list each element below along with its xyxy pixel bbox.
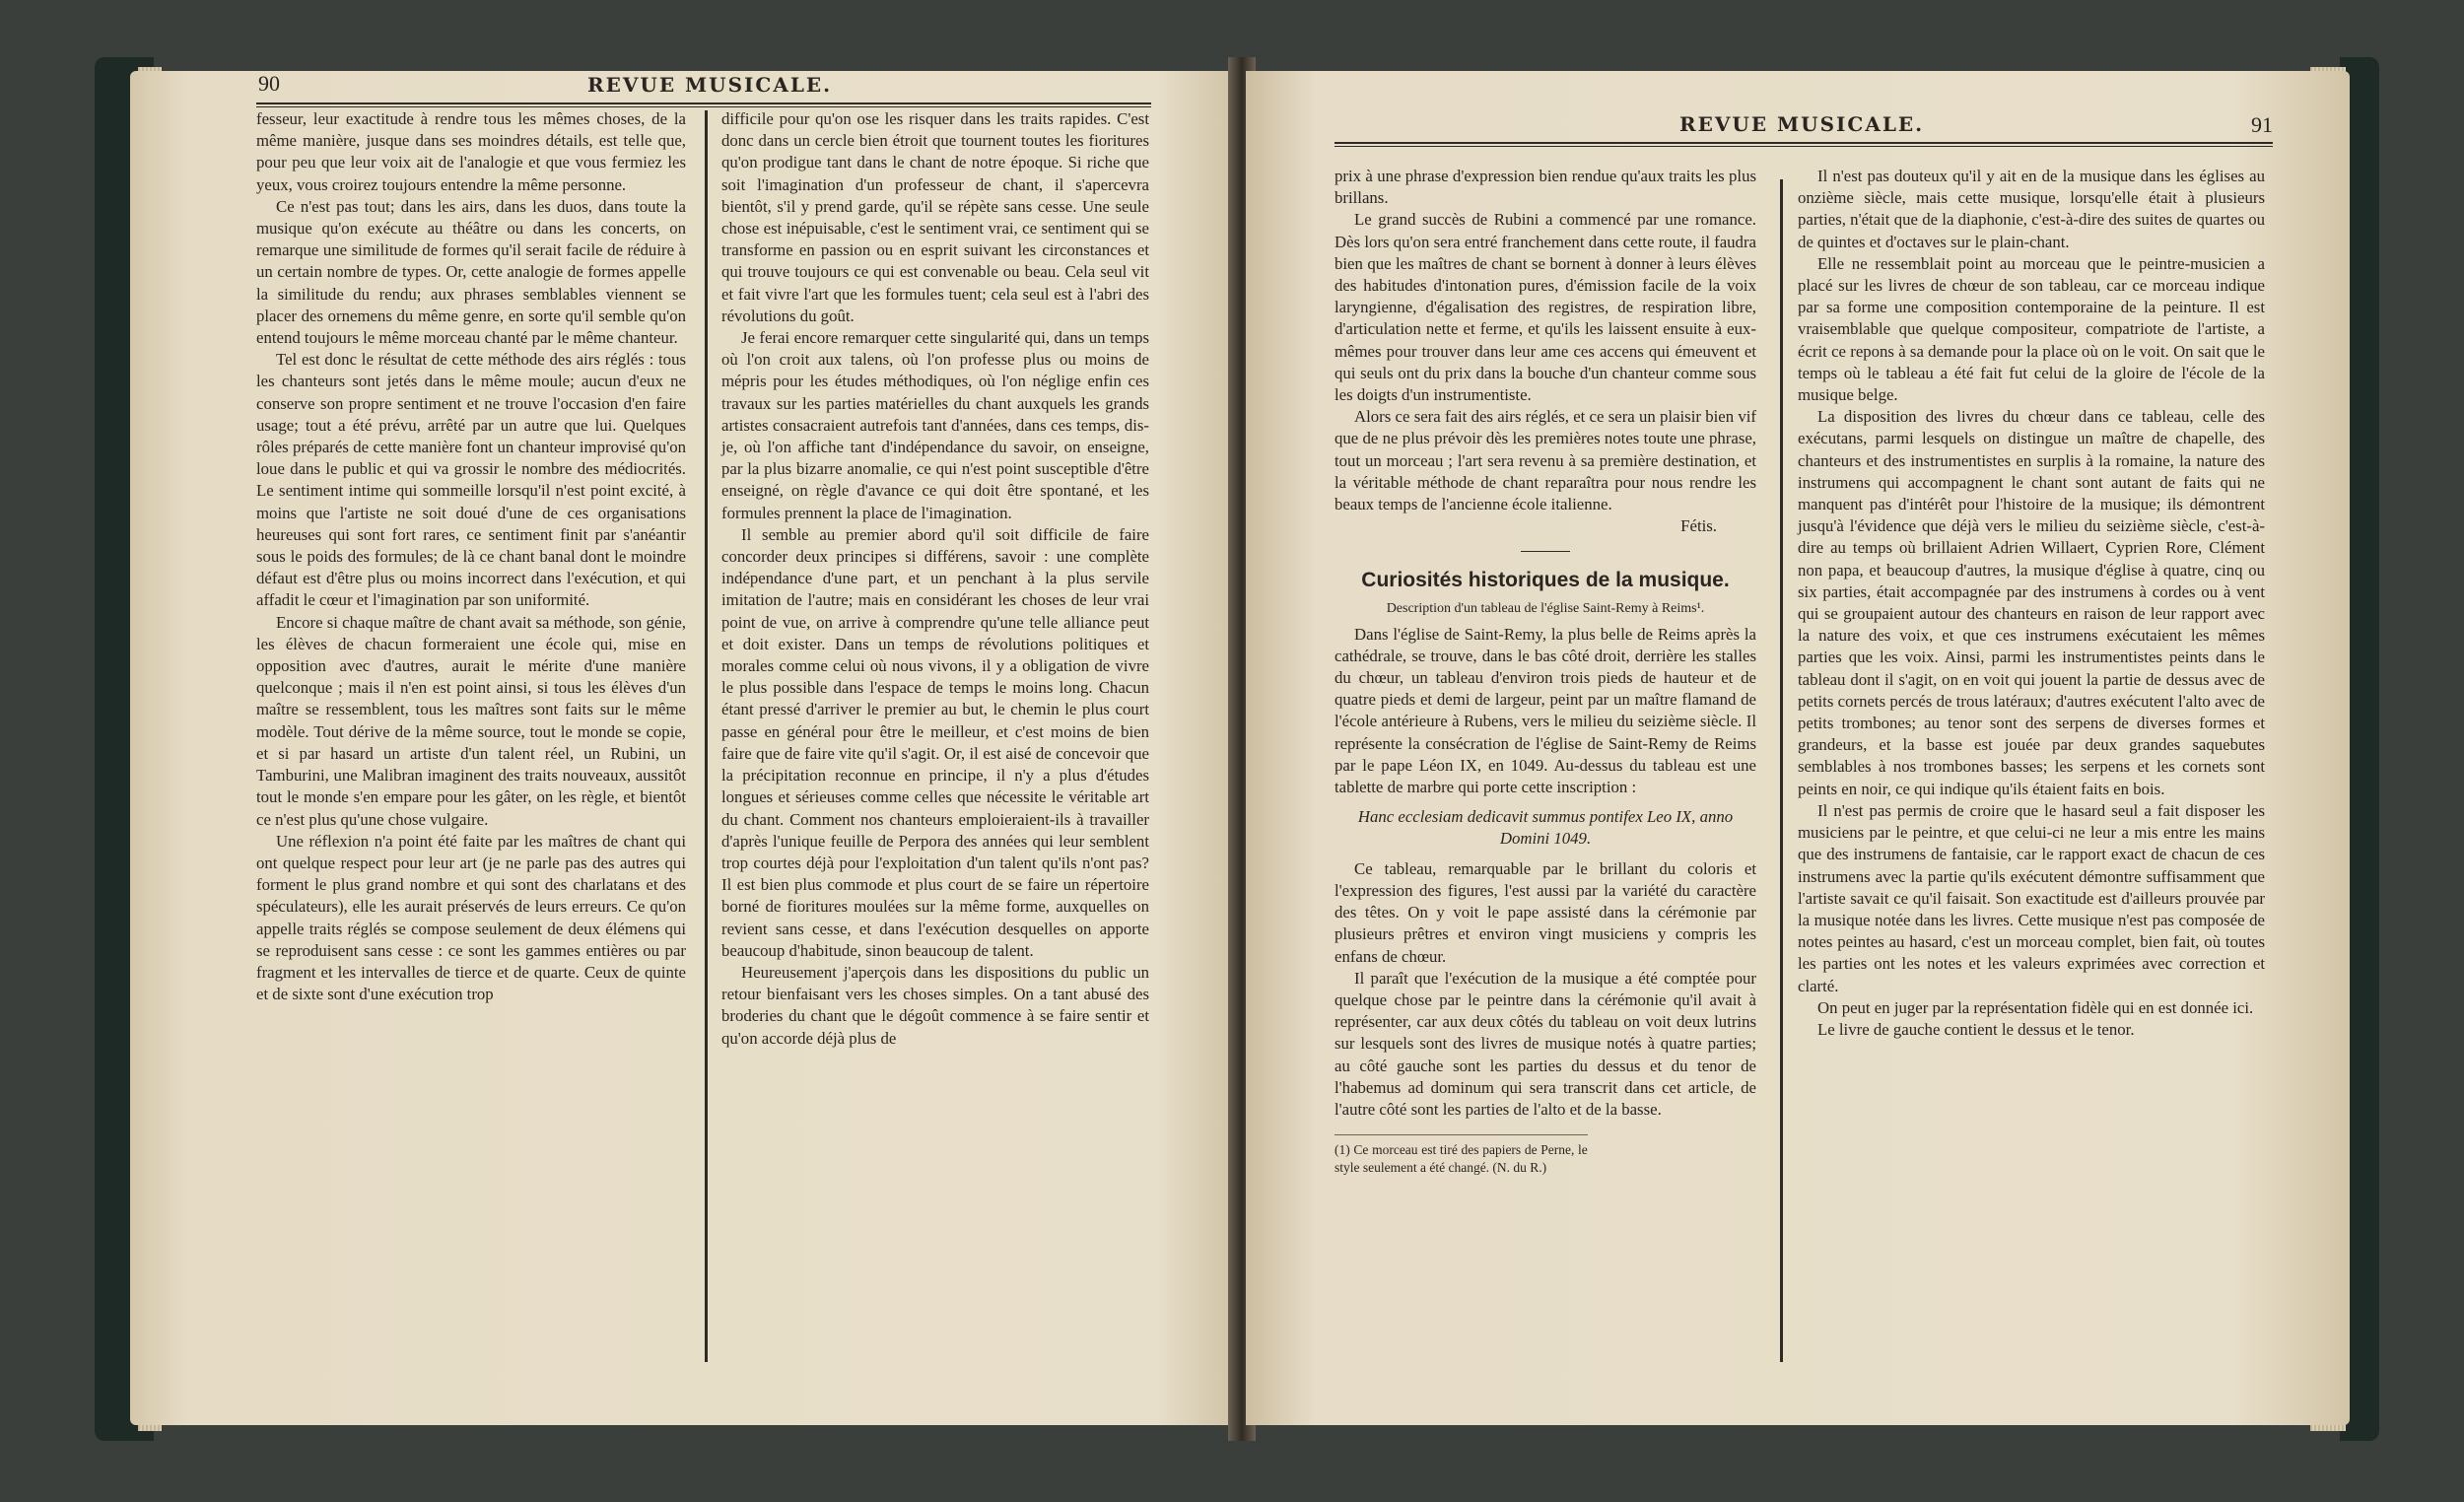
paragraph: Il semble au premier abord qu'il soit difficile de faire concorder deux principes si différens, savoir : une complète indépendance d'une part, et un penchant à la plus servile imitation de l'autre; mais en considérant les choses de leur vrai point de vue, on arrive à comprendre qu'une telle alliance peut et doit exister. Dans un temps de révolutions politiques et morales comme celui où nous vivons, il y a obligation de vivre le plus possible dans l'espace de temps le moins long. Chacun étant pressé d'arriver le premier au but, le chemin le plus court passe en général pour être le meilleur, et c'est moins de bien faire que de faire vite qu'il s'agit. Or, il est aisé de concevoir que la précipitation reconnue en principe, il n'y a plus d'études longues et sérieuses comme celles que nécessite le véritable art du chant. Comment nos chanteurs emploieraient-ils à travailler d'après l'unique feuille de Perpora des années qui leur semblent trop courtes déjà pour l'exploitation d'un talent qu'ils n'ont pas? Il est bien plus commode et plus court de se faire un répertoire borné de fioritures moulées sur la même forme, auxquelles on revient sans cesse, et dans l'exécution desquelles on apporte beaucoup d'habitude, sinon beaucoup de talent. [721,524,1149,960]
open-book [95,57,2379,1441]
paragraph: La disposition des livres du chœur dans ce tableau, celle des exécutans, parmi lesquels on distingue un maître de chapelle, des chanteurs et des instrumentistes en surplis à la romaine, la nature des instrumens qui accompagnent le chant sont autant de faits qui ne manquent pas d'intérêt pour l'histoire de la musique; ils démontrent jusqu'à l'évidence que déjà vers le milieu du seizième siècle, c'est-à-dire au temps où brillaient Adrien Willaert, Cyprien Rore, Clément non papa, et beaucoup d'autres, la musique d'église à quatre, cinq ou six parties, était accompagnée par des instrumens à cordes ou à vent qui se groupaient autour des chanteurs en raison de leur rapport avec la nature des voix, et que ces instrumens exécutaient les mêmes parties que les voix. Ainsi, parmi les instrumentistes peints dans le tableau dont il s'agit, on en voit qui jouent la partie de dessus avec de petits cornets percés de trous latéraux; d'autres exécutent l'alto avec de petits trombones; au tenor sont des serpens de diverses formes et grandeurs, et la basse est jouée par deux grandes saquebutes semblables à nos trombones basses; les serpens et les cornets sont peints en noir, ce qui indique qu'ils étaient faits en bois. [1798,407,2265,798]
paragraph: Il n'est pas douteux qu'il y ait en de la musique dans les églises au onzième siècle, mais cette musique, lorsqu'elle était à plusieurs parties, n'était que de la diaphonie, c'est-à-dire des suites de quartes ou de quintes et d'octaves sur le plain-chant. [1798,167,2265,251]
author-signature: Fétis. [1680,516,1717,536]
column-divider [1780,179,1783,1362]
paragraph: Il paraît que l'exécution de la musique a été comptée pour quelque chose par le peintre dans la cérémonie qu'il avait à représenter, car aux deux côtés du tableau on voit deux lutrins sur lesquels sont des livres de musique notés à quatre parties; au côté gauche sont les parties du dessus et du tenor de l'habemus ad dominum qui sera transcrit dans cet article, de l'autre côté sont les parties de l'alto et de la basse. [1335,968,1756,1119]
paragraph: Le grand succès de Rubini a commencé par une romance. Dès lors qu'on sera entré franchement dans cette route, il faudra bien que les maîtres de chant se bornent à donner à leurs élèves des habitudes d'intonation pures, d'émission facile de la voix laryngienne, d'égalisation des registres, de respiration libre, d'articulation nette et ferme, et qu'ils les laissent ensuite à eux-mêmes pour trouver dans leur ame ces accens qui émeuvent et qui seuls ont du prix dans la bouche d'un chanteur comme sous les doigts d'un instrumentiste. [1335,210,1756,405]
separator-rule [1521,551,1570,552]
paragraph: Dans l'église de Saint-Remy, la plus belle de Reims après la cathédrale, se trouve, dans le bas côté droit, derrière les stalles du chœur, un tableau d'environ trois pieds de hauteur et de quatre pieds et demi de largeur, peint par un maître flamand de l'école antérieure à Rubens, vers le milieu du seizième siècle. Il représente la consécration de l'église de Saint-Remy de Reims par le pape Léon IX, en 1049. Au-dessus du tableau est une tablette de marbre qui porte cette inscription : [1335,624,1756,797]
section-title: Curiosités historiques de la musique. [1361,569,1730,592]
text-column-2 [721,108,1149,1050]
text-column-1 [256,108,686,1005]
column-divider [705,110,708,1362]
running-head: REVUE MUSICALE. [587,73,833,97]
header-rule [256,102,1151,107]
paragraph: difficile pour qu'on ose les risquer dans les traits rapides. C'est donc dans un cercle bien étroit que tournent toutes les fioritures qu'on prodigue tant dans le chant de notre époque. Si riche que soit l'imagination d'un professeur de chant, il s'apercevra bientôt, s'il y prend garde, qu'il se répète sans cesse. Une seule chose est inépuisable, c'est le sentiment vrai, ce sentiment qui se transforme en passion ou en esprit suivant les circonstances et qui trouve toujours ce qui est convenable ou beau. Cela seul vit et fait vivre l'art que les formules tuent; cela seul est à l'abri des révolutions du goût. [721,109,1149,325]
right-page [1246,71,2350,1425]
latin-inscription: Hanc ecclesiam dedicavit summus pontifex Leo IX, anno Domini 1049. [1357,807,1734,849]
text-column-2 [1798,166,2265,1041]
paragraph: Alors ce sera fait des airs réglés, et ce sera un plaisir bien vif que de ne plus prévoir dès les premières notes toute une phrase, tout un morceau ; l'art sera revenu à sa première destination, et la véritable méthode de chant reparaîtra pour nous rendre les beaux temps de l'ancienne école italienne. [1335,407,1756,514]
page-number: 90 [258,71,280,96]
paragraph: Tel est donc le résultat de cette méthode des airs réglés : tous les chanteurs sont jetés dans le même moule; aucun d'eux ne conserve son propre sentiment et ne trouve l'occasion d'en faire usage; tout a été prévu, arrêté par un autre que lui. Quelques rôles préparés de cette manière font un chanteur improvisé qu'on loue dans le public et qui va grossir le nombre des médiocrités. Le sentiment intime qui sommeille lorsqu'il n'est point excité, à moins que l'artiste ne soit doué d'une de ces organisations heureuses qui sont fort rares, ce sentiment finit par s'anéantir sous le poids des formules; de là ce chant banal dont le moindre défaut est d'être plus ou moins incorrect dans l'exécution, et qui affadit le cœur et l'imagination par son uniformité. [256,350,686,610]
section-subtitle: Description d'un tableau de l'église Saint-Remy à Reims¹. [1386,600,1705,616]
paragraph: Ce tableau, remarquable par le brillant du coloris et l'expression des figures, l'est aussi par la variété du caractère des têtes. On y voit le pape assisté dans la cérémonie par plusieurs prêtres et environ vingt musiciens y compris les enfans de chœur. [1335,858,1756,966]
paragraph: Une réflexion n'a point été faite par les maîtres de chant qui ont quelque respect pour leur art (je ne parle pas des autres qui forment le plus grand nombre et qui sont des charlatans et des spéculateurs), elle les aurait préservés de leurs erreurs. Ce qu'on appelle traits réglés se compose seulement de deux élémens qui se reproduisent sans cesse : ce sont les gammes entières ou par fragment et les intervalles de tierce et de quarte. Ceux de quinte et de sixte sont d'une exécution trop [256,831,686,1004]
paragraph: On peut en juger par la représentation fidèle qui en est donnée ici. [1817,997,2254,1017]
paragraph: Elle ne ressemblait point au morceau que le peintre-musicien a placé sur les livres de chœur de son tableau, car ce morceau indique par sa forme une composition contemporaine de la peinture. Il est vraisemblable que quelque compositeur, compatriote de l'artiste, a écrit ce repons à sa demande pour la place où on le voit. On sait que le temps où le tableau a été fait fut celui de la gloire de l'école de la musique belge. [1798,253,2265,405]
text-column-1 [1335,166,1756,1177]
paragraph: prix à une phrase d'expression bien rendue qu'aux traits les plus brillans. [1335,167,1756,208]
paragraph: Il n'est pas permis de croire que le hasard seul a fait disposer les musiciens par le peintre, et que celui-ci ne leur a mis entre les mains que des instrumens de fantaisie, car le rapport exact de chacun de ces instrumens avec la partie qu'ils exécutent démontre suffisamment que l'artiste savait ce qu'il faisait. Son exactitude est d'ailleurs prouvée par la musique notée dans les livres. Cette musique n'est pas composée de notes peintes au hasard, c'est un morceau complet, bien fait, où toutes les parties ont les notes et les valeurs exprimées avec correction et clarté. [1798,800,2265,995]
page-number: 91 [2251,112,2273,137]
paragraph: Je ferai encore remarquer cette singularité qui, dans un temps où l'on croit aux talens, où l'on professe plus ou moins de mépris pour les études méthodiques, où l'on néglige enfin ces travaux sur les parties matérielles du chant auxquels les grands artistes consacraient autrefois tant d'années, dans ces temps, dis-je, où l'on affiche tant d'indépendance du savoir, on enseigne, par la plus bizarre anomalie, ce qui n'est point susceptible d'être enseigné, on règle d'avance ce qui doit être spontané, et les formules prennent la place de l'imagination. [721,328,1149,522]
footnote: (1) Ce morceau est tiré des papiers de Perne, le style seulement a été changé. (N. du R.) [1335,1134,1588,1177]
paragraph: Le livre de gauche contient le dessus et le tenor. [1817,1019,2135,1039]
paragraph: Ce n'est pas tout; dans les airs, dans les duos, dans toute la musique qu'on exécute au théâtre ou dans les concerts, on remarque une similitude de formes qu'il serait facile de réduire à un certain nombre de types. Or, cette analogie de formes appelle la similitude du rendu; aux phrases semblables viennent se placer des ornemens du même genre, en sorte qu'il semble qu'on entend toujours le même morceau chanté par le même chanteur. [256,196,686,348]
paragraph: Encore si chaque maître de chant avait sa méthode, son génie, les élèves de chacun formeraient une école qui, mise en opposition avec d'autres, aurait le mérite d'une manière quelconque ; mais il n'en est point ainsi, si tous les élèves d'un maître se ressemblent, tous les maîtres sont faits sur le même modèle. Tout dérive de la même source, tout le monde se copie, et si par hasard un artiste d'un talent réel, un Rubini, un Tamburini, une Malibran imaginent des traits nouveaux, aussitôt tout le monde s'en empare pour les gâter, on les règle, et bientôt ce n'est plus qu'une chose vulgaire. [256,612,686,829]
header-rule [1335,142,2273,147]
left-page [130,71,1238,1425]
paragraph: fesseur, leur exactitude à rendre tous les mêmes choses, de la même manière, jusque dans ses moindres détails, est telle que, pour peu que leur voix ait de l'analogie et que vous fermiez les yeux, vous croirez toujours entendre la même personne. [256,109,686,194]
paragraph: Heureusement j'aperçois dans les dispositions du public un retour bienfaisant vers les choses simples. On a tant abusé des broderies du chant que le dégoût commence à se faire sentir et qu'on accorde déjà plus de [721,962,1149,1048]
running-head: REVUE MUSICALE. [1679,112,1925,136]
